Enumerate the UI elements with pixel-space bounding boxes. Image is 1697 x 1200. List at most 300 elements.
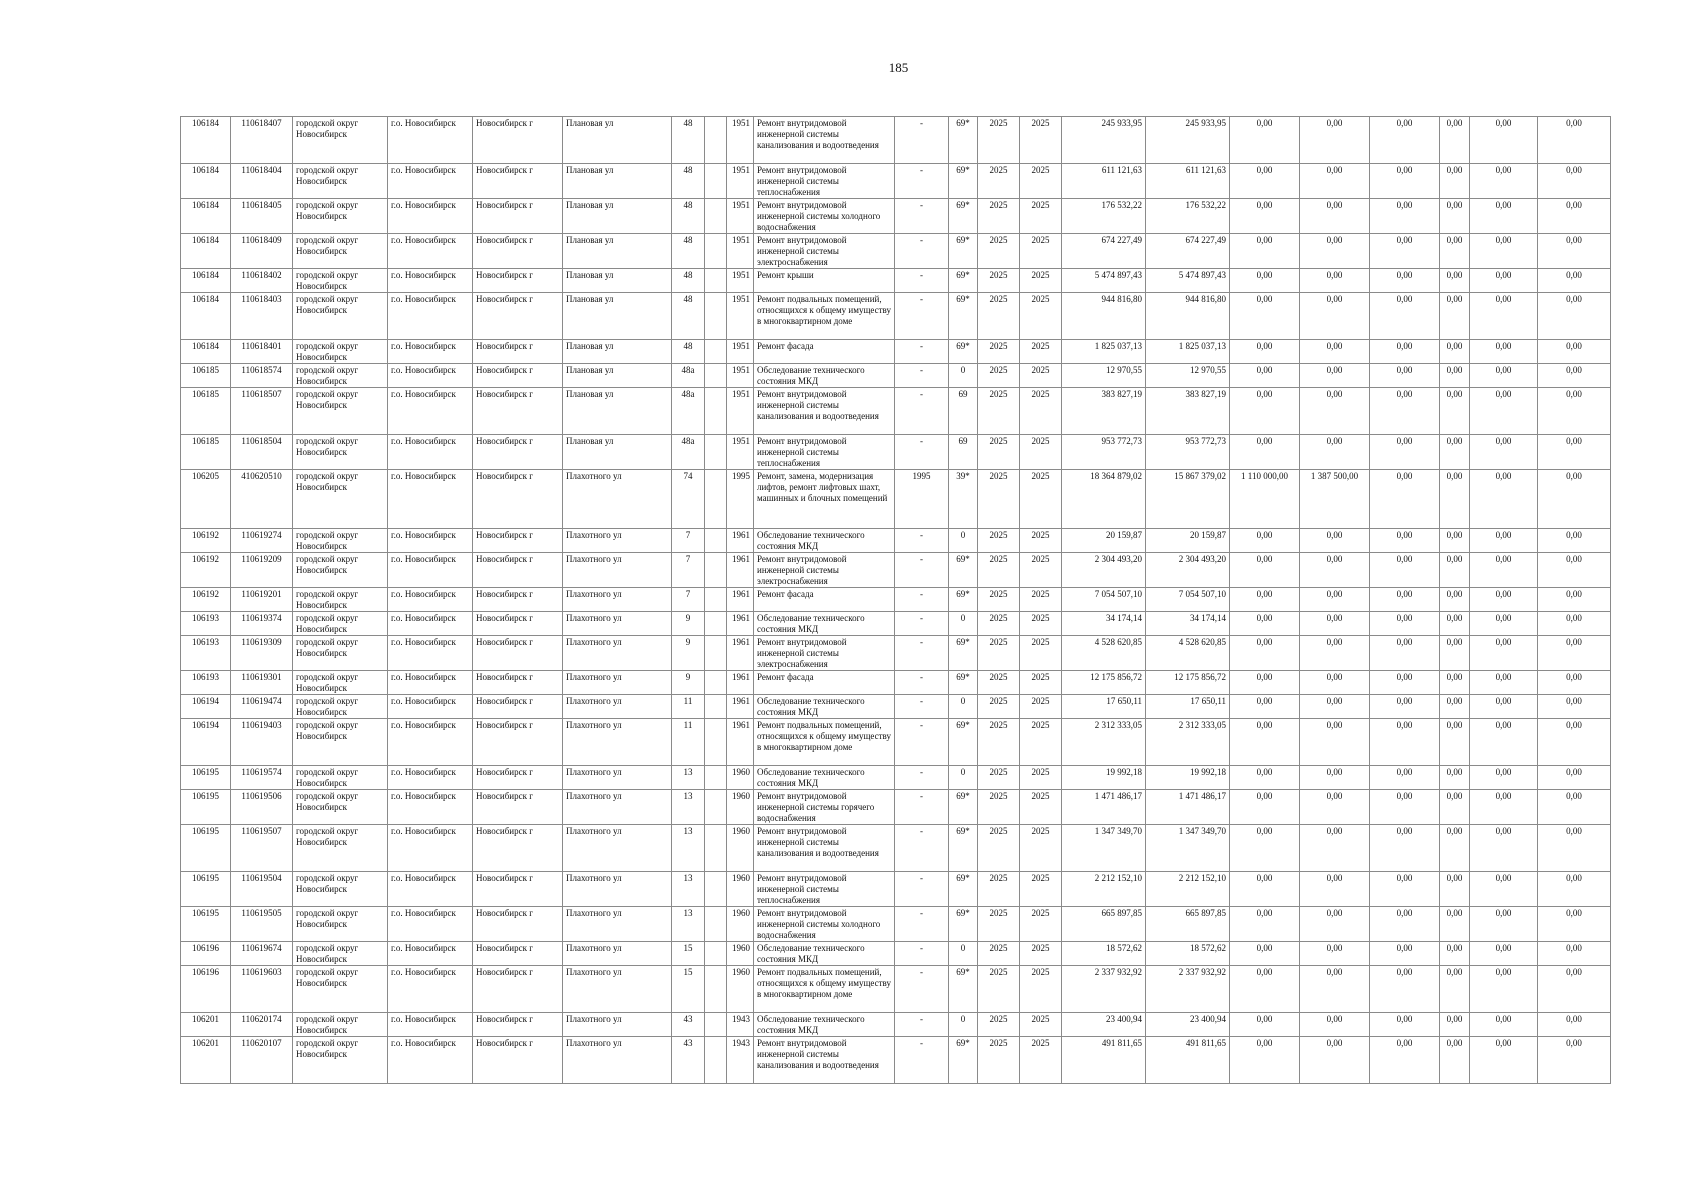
work-type-cell: Ремонт внутридомовой инженерной системы канализования и водоотведения (754, 117, 895, 164)
table-row (181, 234, 1611, 269)
amount-b-cell: 0,00 (1300, 872, 1370, 907)
build-year-cell: 1995 (727, 470, 754, 529)
house-number-cell: 9 (672, 636, 705, 671)
plan-year-end-cell: 2025 (1020, 636, 1062, 671)
work-type-cell: Ремонт фасада (754, 588, 895, 612)
total-cost-cell: 245 933,95 (1062, 117, 1146, 164)
amount-e-cell: 0,00 (1470, 435, 1538, 470)
build-year-cell: 1961 (727, 695, 754, 719)
municipality-cell: г.о. Новосибирск (388, 364, 473, 388)
build-year-cell: 1961 (727, 636, 754, 671)
build-year-cell: 1961 (727, 588, 754, 612)
amount-b-cell: 0,00 (1300, 671, 1370, 695)
city-cell: Новосибирск г (473, 269, 563, 293)
row-id-cell: 106192 (181, 553, 231, 588)
house-number-cell: 48 (672, 269, 705, 293)
object-code-cell: 110619504 (231, 872, 293, 907)
municipality-cell: г.о. Новосибирск (388, 293, 473, 340)
plan-year-end-cell: 2025 (1020, 790, 1062, 825)
object-code-cell: 410620510 (231, 470, 293, 529)
letter-cell (705, 907, 727, 942)
year-reference-cell: - (895, 671, 949, 695)
total-cost-cell: 1 471 486,17 (1062, 790, 1146, 825)
amount-e-cell: 0,00 (1470, 470, 1538, 529)
house-number-cell: 9 (672, 671, 705, 695)
plan-year-end-cell: 2025 (1020, 529, 1062, 553)
street-cell: Плахотного ул (563, 790, 672, 825)
row-id-cell: 106195 (181, 790, 231, 825)
plan-year-start-cell: 2025 (978, 636, 1020, 671)
plan-year-start-cell: 2025 (978, 612, 1020, 636)
plan-year-end-cell: 2025 (1020, 293, 1062, 340)
plan-year-start-cell: 2025 (978, 117, 1020, 164)
letter-cell (705, 942, 727, 966)
amount-d-cell: 0,00 (1440, 1013, 1470, 1037)
table-row (181, 269, 1611, 293)
street-cell: Плановая ул (563, 388, 672, 435)
plan-year-end-cell: 2025 (1020, 872, 1062, 907)
city-cell: Новосибирск г (473, 719, 563, 766)
municipality-cell: г.о. Новосибирск (388, 269, 473, 293)
district-cell: городской округ Новосибирск (293, 766, 388, 790)
build-year-cell: 1943 (727, 1013, 754, 1037)
amount-c-cell: 0,00 (1370, 636, 1440, 671)
plan-year-end-cell: 2025 (1020, 719, 1062, 766)
house-number-cell: 13 (672, 825, 705, 872)
fund-cost-cell: 953 772,73 (1146, 435, 1230, 470)
amount-f-cell: 0,00 (1538, 1013, 1611, 1037)
amount-e-cell: 0,00 (1470, 588, 1538, 612)
total-cost-cell: 5 474 897,43 (1062, 269, 1146, 293)
object-code-cell: 110620107 (231, 1037, 293, 1084)
district-cell: городской округ Новосибирск (293, 966, 388, 1013)
amount-c-cell: 0,00 (1370, 942, 1440, 966)
district-cell: городской округ Новосибирск (293, 293, 388, 340)
total-cost-cell: 34 174,14 (1062, 612, 1146, 636)
build-year-cell: 1961 (727, 553, 754, 588)
table-row (181, 942, 1611, 966)
amount-d-cell: 0,00 (1440, 942, 1470, 966)
street-cell: Плановая ул (563, 117, 672, 164)
amount-b-cell: 0,00 (1300, 553, 1370, 588)
city-cell: Новосибирск г (473, 695, 563, 719)
district-cell: городской округ Новосибирск (293, 388, 388, 435)
municipality-cell: г.о. Новосибирск (388, 907, 473, 942)
street-cell: Плахотного ул (563, 1037, 672, 1084)
amount-f-cell: 0,00 (1538, 529, 1611, 553)
letter-cell (705, 612, 727, 636)
amount-b-cell: 0,00 (1300, 364, 1370, 388)
letter-cell (705, 636, 727, 671)
amount-b-cell: 0,00 (1300, 234, 1370, 269)
wear-percent-cell: 69* (949, 293, 978, 340)
table-row (181, 1037, 1611, 1084)
amount-e-cell: 0,00 (1470, 695, 1538, 719)
object-code-cell: 110619507 (231, 825, 293, 872)
object-code-cell: 110619603 (231, 966, 293, 1013)
amount-b-cell: 0,00 (1300, 529, 1370, 553)
house-number-cell: 48а (672, 364, 705, 388)
amount-f-cell: 0,00 (1538, 612, 1611, 636)
amount-a-cell: 0,00 (1230, 766, 1300, 790)
amount-b-cell: 0,00 (1300, 164, 1370, 199)
wear-percent-cell: 39* (949, 470, 978, 529)
wear-percent-cell: 0 (949, 1013, 978, 1037)
object-code-cell: 110619201 (231, 588, 293, 612)
city-cell: Новосибирск г (473, 966, 563, 1013)
amount-d-cell: 0,00 (1440, 719, 1470, 766)
wear-percent-cell: 69* (949, 636, 978, 671)
plan-year-start-cell: 2025 (978, 695, 1020, 719)
letter-cell (705, 872, 727, 907)
wear-percent-cell: 69* (949, 1037, 978, 1084)
object-code-cell: 110619209 (231, 553, 293, 588)
object-code-cell: 110620174 (231, 1013, 293, 1037)
wear-percent-cell: 69* (949, 790, 978, 825)
plan-year-end-cell: 2025 (1020, 966, 1062, 1013)
amount-b-cell: 0,00 (1300, 907, 1370, 942)
amount-d-cell: 0,00 (1440, 293, 1470, 340)
fund-cost-cell: 7 054 507,10 (1146, 588, 1230, 612)
fund-cost-cell: 12 175 856,72 (1146, 671, 1230, 695)
street-cell: Плановая ул (563, 199, 672, 234)
table-row (181, 719, 1611, 766)
amount-a-cell: 0,00 (1230, 872, 1300, 907)
year-reference-cell: - (895, 695, 949, 719)
amount-c-cell: 0,00 (1370, 340, 1440, 364)
work-type-cell: Ремонт, замена, модернизация лифтов, ремонт лифтовых шахт, машинных и блочных помещений (754, 470, 895, 529)
amount-e-cell: 0,00 (1470, 671, 1538, 695)
street-cell: Плахотного ул (563, 766, 672, 790)
plan-year-end-cell: 2025 (1020, 199, 1062, 234)
amount-f-cell: 0,00 (1538, 340, 1611, 364)
plan-year-end-cell: 2025 (1020, 435, 1062, 470)
amount-e-cell: 0,00 (1470, 790, 1538, 825)
letter-cell (705, 588, 727, 612)
object-code-cell: 110618504 (231, 435, 293, 470)
object-code-cell: 110619505 (231, 907, 293, 942)
amount-a-cell: 0,00 (1230, 269, 1300, 293)
object-code-cell: 110619674 (231, 942, 293, 966)
amount-d-cell: 0,00 (1440, 966, 1470, 1013)
work-type-cell: Ремонт крыши (754, 269, 895, 293)
amount-d-cell: 0,00 (1440, 340, 1470, 364)
fund-cost-cell: 34 174,14 (1146, 612, 1230, 636)
wear-percent-cell: 69* (949, 164, 978, 199)
plan-year-end-cell: 2025 (1020, 671, 1062, 695)
fund-cost-cell: 611 121,63 (1146, 164, 1230, 199)
house-number-cell: 7 (672, 529, 705, 553)
table-row (181, 1013, 1611, 1037)
work-type-cell: Ремонт подвальных помещений, относящихся к общему имуществу в многоквартирном доме (754, 719, 895, 766)
wear-percent-cell: 69* (949, 719, 978, 766)
plan-year-end-cell: 2025 (1020, 825, 1062, 872)
total-cost-cell: 383 827,19 (1062, 388, 1146, 435)
amount-c-cell: 0,00 (1370, 825, 1440, 872)
row-id-cell: 106184 (181, 340, 231, 364)
city-cell: Новосибирск г (473, 529, 563, 553)
fund-cost-cell: 665 897,85 (1146, 907, 1230, 942)
district-cell: городской округ Новосибирск (293, 825, 388, 872)
district-cell: городской округ Новосибирск (293, 269, 388, 293)
amount-a-cell: 0,00 (1230, 1037, 1300, 1084)
amount-e-cell: 0,00 (1470, 234, 1538, 269)
work-type-cell: Ремонт внутридомовой инженерной системы канализования и водоотведения (754, 825, 895, 872)
amount-a-cell: 0,00 (1230, 435, 1300, 470)
amount-a-cell: 0,00 (1230, 529, 1300, 553)
row-id-cell: 106201 (181, 1013, 231, 1037)
build-year-cell: 1960 (727, 966, 754, 1013)
amount-e-cell: 0,00 (1470, 388, 1538, 435)
city-cell: Новосибирск г (473, 340, 563, 364)
amount-b-cell: 0,00 (1300, 340, 1370, 364)
city-cell: Новосибирск г (473, 553, 563, 588)
total-cost-cell: 674 227,49 (1062, 234, 1146, 269)
plan-year-start-cell: 2025 (978, 825, 1020, 872)
plan-year-start-cell: 2025 (978, 1013, 1020, 1037)
house-number-cell: 13 (672, 790, 705, 825)
object-code-cell: 110618507 (231, 388, 293, 435)
table-row (181, 164, 1611, 199)
fund-cost-cell: 1 471 486,17 (1146, 790, 1230, 825)
table-row (181, 340, 1611, 364)
amount-b-cell: 0,00 (1300, 790, 1370, 825)
plan-year-start-cell: 2025 (978, 872, 1020, 907)
amount-d-cell: 0,00 (1440, 388, 1470, 435)
amount-d-cell: 0,00 (1440, 636, 1470, 671)
house-number-cell: 7 (672, 588, 705, 612)
district-cell: городской округ Новосибирск (293, 470, 388, 529)
amount-c-cell: 0,00 (1370, 872, 1440, 907)
amount-a-cell: 0,00 (1230, 117, 1300, 164)
total-cost-cell: 18 572,62 (1062, 942, 1146, 966)
letter-cell (705, 671, 727, 695)
amount-a-cell: 0,00 (1230, 671, 1300, 695)
year-reference-cell: - (895, 234, 949, 269)
amount-d-cell: 0,00 (1440, 612, 1470, 636)
amount-f-cell: 0,00 (1538, 966, 1611, 1013)
build-year-cell: 1951 (727, 435, 754, 470)
amount-b-cell: 0,00 (1300, 388, 1370, 435)
amount-d-cell: 0,00 (1440, 234, 1470, 269)
amount-b-cell: 0,00 (1300, 1013, 1370, 1037)
letter-cell (705, 966, 727, 1013)
district-cell: городской округ Новосибирск (293, 164, 388, 199)
plan-year-end-cell: 2025 (1020, 388, 1062, 435)
year-reference-cell: - (895, 553, 949, 588)
amount-a-cell: 0,00 (1230, 1013, 1300, 1037)
fund-cost-cell: 4 528 620,85 (1146, 636, 1230, 671)
amount-f-cell: 0,00 (1538, 671, 1611, 695)
total-cost-cell: 17 650,11 (1062, 695, 1146, 719)
fund-cost-cell: 176 532,22 (1146, 199, 1230, 234)
table-row (181, 907, 1611, 942)
total-cost-cell: 1 347 349,70 (1062, 825, 1146, 872)
house-number-cell: 43 (672, 1037, 705, 1084)
total-cost-cell: 176 532,22 (1062, 199, 1146, 234)
table-row (181, 553, 1611, 588)
amount-e-cell: 0,00 (1470, 164, 1538, 199)
amount-b-cell: 0,00 (1300, 293, 1370, 340)
amount-f-cell: 0,00 (1538, 117, 1611, 164)
amount-b-cell: 0,00 (1300, 269, 1370, 293)
year-reference-cell: - (895, 164, 949, 199)
street-cell: Плахотного ул (563, 529, 672, 553)
amount-c-cell: 0,00 (1370, 234, 1440, 269)
fund-cost-cell: 20 159,87 (1146, 529, 1230, 553)
amount-e-cell: 0,00 (1470, 199, 1538, 234)
table-row (181, 872, 1611, 907)
total-cost-cell: 12 175 856,72 (1062, 671, 1146, 695)
district-cell: городской округ Новосибирск (293, 234, 388, 269)
row-id-cell: 106185 (181, 364, 231, 388)
plan-year-start-cell: 2025 (978, 719, 1020, 766)
letter-cell (705, 766, 727, 790)
plan-year-start-cell: 2025 (978, 553, 1020, 588)
amount-a-cell: 0,00 (1230, 234, 1300, 269)
row-id-cell: 106196 (181, 942, 231, 966)
total-cost-cell: 611 121,63 (1062, 164, 1146, 199)
plan-year-start-cell: 2025 (978, 340, 1020, 364)
amount-a-cell: 0,00 (1230, 966, 1300, 1013)
amount-f-cell: 0,00 (1538, 234, 1611, 269)
city-cell: Новосибирск г (473, 1013, 563, 1037)
amount-a-cell: 1 110 000,00 (1230, 470, 1300, 529)
amount-d-cell: 0,00 (1440, 470, 1470, 529)
amount-b-cell: 1 387 500,00 (1300, 470, 1370, 529)
street-cell: Плахотного ул (563, 671, 672, 695)
house-number-cell: 48 (672, 234, 705, 269)
plan-year-start-cell: 2025 (978, 1037, 1020, 1084)
street-cell: Плановая ул (563, 435, 672, 470)
city-cell: Новосибирск г (473, 942, 563, 966)
work-type-cell: Ремонт фасада (754, 340, 895, 364)
work-type-cell: Ремонт внутридомовой инженерной системы канализования и водоотведения (754, 1037, 895, 1084)
amount-a-cell: 0,00 (1230, 907, 1300, 942)
house-number-cell: 48 (672, 117, 705, 164)
district-cell: городской округ Новосибирск (293, 942, 388, 966)
total-cost-cell: 2 312 333,05 (1062, 719, 1146, 766)
amount-d-cell: 0,00 (1440, 529, 1470, 553)
letter-cell (705, 470, 727, 529)
year-reference-cell: - (895, 1037, 949, 1084)
year-reference-cell: - (895, 942, 949, 966)
object-code-cell: 110619301 (231, 671, 293, 695)
municipality-cell: г.о. Новосибирск (388, 164, 473, 199)
table-row (181, 529, 1611, 553)
plan-year-start-cell: 2025 (978, 435, 1020, 470)
amount-f-cell: 0,00 (1538, 1037, 1611, 1084)
amount-e-cell: 0,00 (1470, 636, 1538, 671)
row-id-cell: 106192 (181, 529, 231, 553)
plan-year-end-cell: 2025 (1020, 1037, 1062, 1084)
amount-f-cell: 0,00 (1538, 388, 1611, 435)
object-code-cell: 110619506 (231, 790, 293, 825)
letter-cell (705, 117, 727, 164)
build-year-cell: 1960 (727, 790, 754, 825)
house-number-cell: 13 (672, 766, 705, 790)
fund-cost-cell: 491 811,65 (1146, 1037, 1230, 1084)
plan-year-start-cell: 2025 (978, 470, 1020, 529)
house-number-cell: 13 (672, 907, 705, 942)
letter-cell (705, 269, 727, 293)
year-reference-cell: - (895, 766, 949, 790)
plan-year-start-cell: 2025 (978, 388, 1020, 435)
amount-f-cell: 0,00 (1538, 825, 1611, 872)
amount-c-cell: 0,00 (1370, 388, 1440, 435)
amount-e-cell: 0,00 (1470, 612, 1538, 636)
row-id-cell: 106185 (181, 435, 231, 470)
build-year-cell: 1951 (727, 117, 754, 164)
municipality-cell: г.о. Новосибирск (388, 435, 473, 470)
year-reference-cell: - (895, 117, 949, 164)
district-cell: городской округ Новосибирск (293, 1037, 388, 1084)
municipality-cell: г.о. Новосибирск (388, 942, 473, 966)
year-reference-cell: - (895, 612, 949, 636)
plan-year-end-cell: 2025 (1020, 907, 1062, 942)
plan-year-start-cell: 2025 (978, 588, 1020, 612)
build-year-cell: 1960 (727, 942, 754, 966)
city-cell: Новосибирск г (473, 164, 563, 199)
row-id-cell: 106192 (181, 588, 231, 612)
amount-a-cell: 0,00 (1230, 695, 1300, 719)
city-cell: Новосибирск г (473, 199, 563, 234)
amount-f-cell: 0,00 (1538, 766, 1611, 790)
work-type-cell: Ремонт внутридомовой инженерной системы теплоснабжения (754, 872, 895, 907)
work-type-cell: Ремонт внутридомовой инженерной системы холодного водоснабжения (754, 907, 895, 942)
year-reference-cell: - (895, 966, 949, 1013)
city-cell: Новосибирск г (473, 1037, 563, 1084)
build-year-cell: 1951 (727, 164, 754, 199)
total-cost-cell: 7 054 507,10 (1062, 588, 1146, 612)
amount-a-cell: 0,00 (1230, 164, 1300, 199)
city-cell: Новосибирск г (473, 117, 563, 164)
plan-year-end-cell: 2025 (1020, 364, 1062, 388)
object-code-cell: 110618403 (231, 293, 293, 340)
amount-f-cell: 0,00 (1538, 364, 1611, 388)
table-row (181, 966, 1611, 1013)
letter-cell (705, 790, 727, 825)
plan-year-end-cell: 2025 (1020, 942, 1062, 966)
object-code-cell: 110618407 (231, 117, 293, 164)
house-number-cell: 48 (672, 293, 705, 340)
row-id-cell: 106193 (181, 612, 231, 636)
object-code-cell: 110619374 (231, 612, 293, 636)
amount-d-cell: 0,00 (1440, 1037, 1470, 1084)
build-year-cell: 1960 (727, 872, 754, 907)
street-cell: Плахотного ул (563, 695, 672, 719)
object-code-cell: 110618404 (231, 164, 293, 199)
street-cell: Плановая ул (563, 293, 672, 340)
letter-cell (705, 529, 727, 553)
amount-a-cell: 0,00 (1230, 825, 1300, 872)
amount-f-cell: 0,00 (1538, 553, 1611, 588)
work-type-cell: Обследование технического состояния МКД (754, 1013, 895, 1037)
street-cell: Плахотного ул (563, 588, 672, 612)
amount-a-cell: 0,00 (1230, 636, 1300, 671)
house-number-cell: 48 (672, 340, 705, 364)
build-year-cell: 1961 (727, 529, 754, 553)
year-reference-cell: - (895, 1013, 949, 1037)
district-cell: городской округ Новосибирск (293, 588, 388, 612)
amount-c-cell: 0,00 (1370, 269, 1440, 293)
wear-percent-cell: 69* (949, 671, 978, 695)
row-id-cell: 106195 (181, 825, 231, 872)
row-id-cell: 106195 (181, 766, 231, 790)
municipality-cell: г.о. Новосибирск (388, 719, 473, 766)
row-id-cell: 106184 (181, 293, 231, 340)
street-cell: Плахотного ул (563, 966, 672, 1013)
